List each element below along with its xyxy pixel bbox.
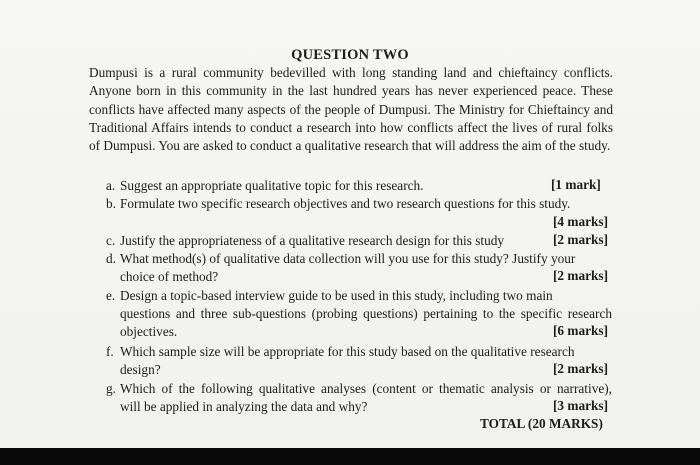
question-f-text-line2: design? — [120, 362, 161, 377]
question-d-label: d. — [106, 251, 116, 266]
question-d-text-line1: What method(s) of qualitative data collection will you use for this study? Justify your — [120, 251, 576, 266]
question-b-text: Formulate two specific research objectives and two research questions for this study. — [120, 196, 571, 211]
question-a-text: Suggest an appropriate qualitative topic for this research. — [120, 178, 424, 193]
question-c-text: Justify the appropriateness of a qualitative research design for this study — [120, 233, 505, 248]
question-e-text-line2: questions and three sub-questions (probing questions) pertaining to the specific research — [120, 306, 612, 321]
question-f-text-line1: Which sample size will be appropriate for this study based on the qualitative research — [120, 344, 575, 359]
question-f-label: f. — [106, 344, 114, 359]
question-c-marks: [2 marks] — [553, 232, 609, 247]
question-g-text-line1: Which of the following qualitative analyses (content or thematic analysis or narrative), — [120, 381, 612, 396]
question-e-label: e. — [106, 288, 116, 303]
question-e-text-line1: Design a topic-based interview guide to be used in this study, including two main — [120, 288, 553, 303]
question-d-marks: [2 marks] — [553, 268, 609, 283]
question-a-label: a. — [106, 178, 116, 193]
question-e-text-line3: objectives. — [120, 324, 178, 339]
question-title: QUESTION TWO — [291, 47, 409, 63]
question-g-marks: [3 marks] — [553, 398, 609, 413]
question-a-marks: [1 mark] — [551, 177, 601, 192]
question-b-marks: [4 marks] — [553, 214, 609, 229]
question-f-marks: [2 marks] — [553, 361, 609, 376]
question-g-text-line2: will be applied in analyzing the data and why? — [120, 399, 368, 414]
question-c-label: c. — [106, 233, 116, 248]
question-g-label: g. — [106, 381, 116, 396]
total-marks: TOTAL (20 MARKS) — [480, 416, 603, 431]
question-b-label: b. — [106, 196, 116, 211]
question-e-marks: [6 marks] — [553, 323, 609, 338]
question-d-text-line2: choice of method? — [120, 269, 219, 284]
bottom-black-bar — [0, 448, 700, 465]
question-intro: Dumpusi is a rural community bedevilled with long standing land and chieftaincy conflicts. Anyone born in this community in the last hundred years has never experienced peace. These conflicts have affected many aspects of the people of Dumpusi. The Ministry for Chieftaincy and Traditional Affairs intends to conduct a research into how conflicts affect the lives of rural folks of Dumpusi. You are asked to conduct a qualitative research that will address the aim of the study. — [89, 65, 613, 154]
